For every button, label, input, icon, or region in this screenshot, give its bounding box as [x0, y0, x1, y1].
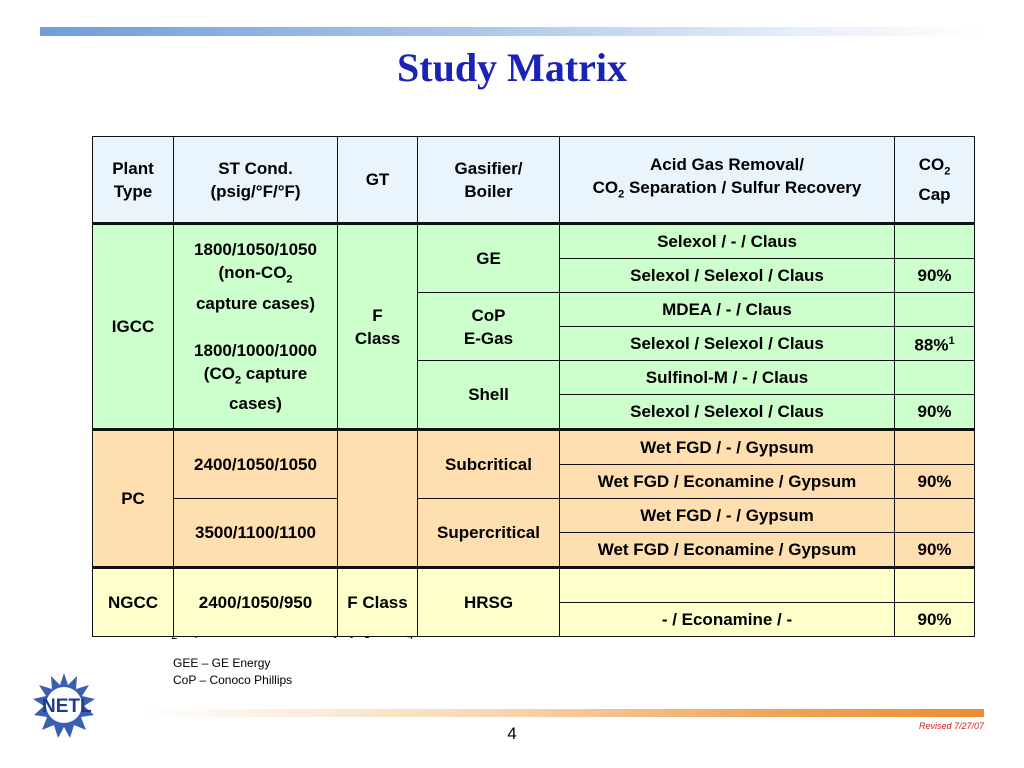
- header-gt: GT: [338, 137, 418, 224]
- header-agr: Acid Gas Removal/ $CO_2$ Separation / Sulfur Recovery: [560, 137, 895, 224]
- revised-date: Revised 7/27/07: [918, 721, 984, 731]
- legend-item: CoP – Conoco Phillips: [173, 673, 293, 687]
- cap-cell: 90%: [895, 603, 975, 637]
- plant-igcc: IGCC: [93, 224, 174, 430]
- agr-cell: Wet FGD / - / Gypsum: [560, 430, 895, 465]
- cap-cell: 90%: [895, 465, 975, 499]
- header-row: [93, 137, 975, 224]
- cap-cell: 88%$^1$: [895, 327, 975, 361]
- top-accent-bar: [40, 27, 984, 36]
- boiler-subcritical: Subcritical: [418, 430, 560, 499]
- abbreviation-legend: [173, 655, 292, 689]
- header-gasifier: Gasifier/ Boiler: [418, 137, 560, 224]
- agr-cell: [560, 568, 895, 603]
- agr-cell: Wet FGD / Econamine / Gypsum: [560, 533, 895, 568]
- cap-cell: [895, 568, 975, 603]
- legend-item: GEE – GE Energy: [173, 656, 271, 670]
- st-cond-pc-super: 3500/1100/1100: [174, 499, 338, 568]
- page-title: Study Matrix: [397, 45, 627, 90]
- study-matrix-table: [92, 136, 975, 637]
- agr-cell: - / Econamine / -: [560, 603, 895, 637]
- plant-pc: PC: [93, 430, 174, 568]
- agr-cell: Selexol / Selexol / Claus: [560, 327, 895, 361]
- agr-cell: Wet FGD / - / Gypsum: [560, 499, 895, 533]
- table-row: [93, 568, 975, 603]
- plant-ngcc: NGCC: [93, 568, 174, 637]
- header-st-cond: ST Cond. (psig/°F/°F): [174, 137, 338, 224]
- bottom-accent-bar: [142, 709, 984, 717]
- boiler-supercritical: Supercritical: [418, 499, 560, 568]
- cap-cell: [895, 430, 975, 465]
- cap-cell: [895, 499, 975, 533]
- header-plant-type: Plant Type: [93, 137, 174, 224]
- agr-cell: Selexol / Selexol / Claus: [560, 395, 895, 430]
- table-row: [93, 430, 975, 465]
- agr-cell: Wet FGD / Econamine / Gypsum: [560, 465, 895, 499]
- gt-ngcc: F Class: [338, 568, 418, 637]
- gasifier-cop: CoP E-Gas: [418, 293, 560, 361]
- gt-pc: [338, 430, 418, 568]
- cap-cell: 90%: [895, 533, 975, 568]
- table-row: [93, 224, 975, 259]
- gasifier-shell: Shell: [418, 361, 560, 430]
- cap-cell: 90%: [895, 395, 975, 430]
- boiler-hrsg: HRSG: [418, 568, 560, 637]
- cap-cell: [895, 293, 975, 327]
- header-co2-cap: $CO_2$ Cap: [895, 137, 975, 224]
- cap-cell: [895, 361, 975, 395]
- gasifier-ge: GE: [418, 224, 560, 293]
- st-cond-igcc: 1800/1050/1050 ($non-CO_2$ capture cases) 1800/1000/1000 ($CO_2$ capture cases): [174, 224, 338, 430]
- agr-cell: Selexol / - / Claus: [560, 224, 895, 259]
- logo-text: NETL: [42, 696, 92, 717]
- agr-cell: MDEA / - / Claus: [560, 293, 895, 327]
- agr-cell: Selexol / Selexol / Claus: [560, 259, 895, 293]
- st-cond-ngcc: 2400/1050/950: [174, 568, 338, 637]
- page-number: 4: [507, 724, 517, 743]
- cap-cell: [895, 224, 975, 259]
- gt-igcc: F Class: [338, 224, 418, 430]
- table-row: [93, 499, 975, 533]
- agr-cell: Sulfinol-M / - / Claus: [560, 361, 895, 395]
- st-cond-pc-sub: 2400/1050/1050: [174, 430, 338, 499]
- cap-cell: 90%: [895, 259, 975, 293]
